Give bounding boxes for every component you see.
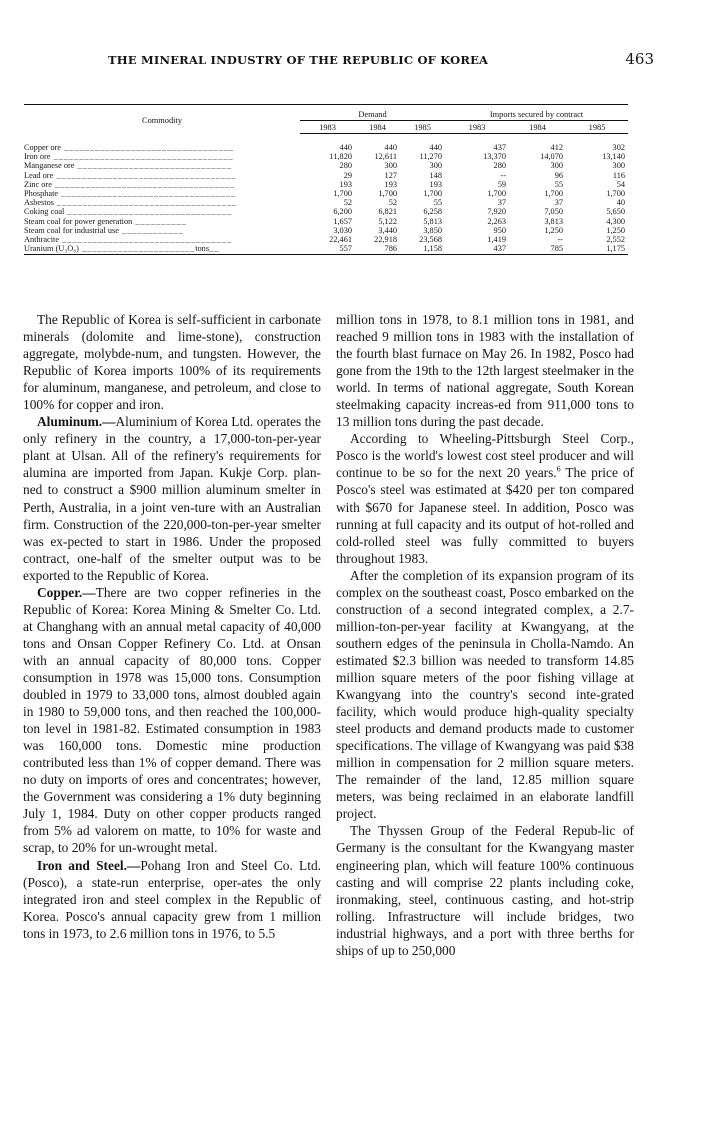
paragraph xyxy=(336,822,634,958)
dot-leader: ______________________ xyxy=(78,244,196,254)
dot-leader: ____________ xyxy=(118,225,184,235)
value-cell: 1,700 xyxy=(378,189,397,199)
value-cell: 1,700 xyxy=(606,189,625,199)
value-cell: 2,552 xyxy=(606,235,625,245)
right-column xyxy=(336,311,634,959)
commodity-name: Phosphate xyxy=(24,189,59,199)
value-cell: 302 xyxy=(612,143,625,152)
commodity-name: Steam coal for power generation xyxy=(24,216,133,226)
value-cell: 786 xyxy=(355,244,400,255)
dot-leader: ___________________________________ xyxy=(51,179,236,189)
commodity-name: Anthracite xyxy=(24,235,60,245)
commodity-name: Coking coal xyxy=(24,207,65,217)
value-cell: 5,650 xyxy=(606,207,625,217)
footnote-ref[interactable]: 6 xyxy=(556,464,561,474)
section-heading: Iron and Steel.— xyxy=(37,857,141,873)
value-cell: 116 xyxy=(612,170,625,180)
table-row xyxy=(24,244,628,255)
value-cell: 2,263 xyxy=(487,216,506,226)
value-cell: 11,270 xyxy=(419,152,442,162)
value-cell: 12,611 xyxy=(374,152,397,162)
year-header: 1984 xyxy=(509,121,566,134)
table-row xyxy=(24,217,628,226)
value-cell: 1,175 xyxy=(566,244,628,255)
value-cell: 1,657 xyxy=(333,216,352,226)
table-row xyxy=(24,226,628,235)
value-cell: 193 xyxy=(429,179,442,189)
dot-leader: ___________________________________ xyxy=(50,152,234,162)
value-cell: 280 xyxy=(493,161,506,171)
value-cell: 280 xyxy=(339,161,352,171)
value-cell: 1,700 xyxy=(423,189,442,199)
value-cell: 440 xyxy=(339,143,352,152)
value-cell: 193 xyxy=(339,179,352,189)
commodity-name: Lead ore xyxy=(24,170,54,180)
dot-leader: __ xyxy=(209,244,220,254)
value-cell: 437 xyxy=(493,143,506,152)
value-cell: 59 xyxy=(497,179,506,189)
table-row xyxy=(24,180,628,189)
value-cell: 13,370 xyxy=(483,152,506,162)
paragraph-text: The Thyssen Group of the Federal Repub-lic of Germany is the consultant for the Kwangyang master engineering plan, which will feature 100% continuous casting and will comprise 22 plants including coke, ironmaking, steel, continuous casting, and hot-strip rolling. Infrastructure will include bridges, two industrial highways, and a port with three berths for ships of up to 250,000 xyxy=(336,823,634,958)
paragraph xyxy=(23,857,321,942)
paragraph-text: Pohang Iron and Steel Co. Ltd. (Posco), a state-run enterprise, oper-ates the only integrated iron and steel complex in the Republic of Korea. Posco's annual capacity grew from 1 million tons in 1973, to 2.6 million tons in 1976, to 5.5 xyxy=(23,857,322,941)
commodity-name: Zinc ore xyxy=(24,179,52,189)
demand-header: Demand xyxy=(300,105,445,121)
paragraph-text: After the completion of its expansion program of its complex on the southeast coast, Posco embarked on the construction of a second integrated complex, a 2.7-million-ton-per-year facility at Kwangyang, at the southern edges of the peninsula in Cholla-Namdo. An estimated $2.3 billion was needed to transform 14.85 million square meters of the poor fishing village at Kwangyang into the country's second inte-grated facility, which would produce high-quality specialty steel products and demand products made to customer specifications. The village of Kwangyang was paid $38 million in compensation for 2 million square meters. The remainder of the land, 12.85 million square meters, was being reclaimed in an elaborate landfill project. xyxy=(336,567,634,822)
value-cell: 127 xyxy=(384,170,397,180)
table-row xyxy=(24,152,628,161)
paragraph xyxy=(336,567,634,823)
value-cell: 5,813 xyxy=(423,216,442,226)
table-row xyxy=(24,161,628,170)
commodity-name: Uranium (U₃O₈) xyxy=(24,244,79,254)
value-cell: 13,140 xyxy=(602,152,625,162)
dot-leader: ________________________________ xyxy=(64,207,233,217)
value-cell: 6,200 xyxy=(333,207,352,217)
commodity-cell xyxy=(24,161,300,170)
value-cell: 3,850 xyxy=(423,225,442,235)
dot-leader: __________________________________ xyxy=(58,189,237,199)
dot-leader: _________________________________ xyxy=(61,142,235,152)
year-header: 1983 xyxy=(300,121,355,134)
dot-leader: ___________________________________ xyxy=(53,198,238,208)
page-number: 463 xyxy=(625,50,654,68)
value-cell: 5,122 xyxy=(378,216,397,226)
paragraph-text: The Republic of Korea is self-sufficient in carbonate minerals (dolomite and lime-stone), construction aggregate, molybde-num, and tungsten. However, the Republic of Korea imports 100% of its requirements for aluminum, manganese, and petroleum, and close to 100% for copper and iron. xyxy=(23,312,321,413)
commodity-cell xyxy=(24,217,300,226)
table-row xyxy=(24,207,628,216)
value-cell: 440 xyxy=(384,143,397,152)
value-cell: 54 xyxy=(616,179,625,189)
commodity-cell xyxy=(24,180,300,189)
value-cell: 1,158 xyxy=(400,244,445,255)
value-cell: 23,568 xyxy=(419,235,442,245)
value-cell: 300 xyxy=(429,161,442,171)
table-row xyxy=(24,235,628,244)
value-cell: 37 xyxy=(554,198,563,208)
dot-leader: _________________________________ xyxy=(59,235,232,245)
year-header: 1984 xyxy=(355,121,400,134)
year-header: 1985 xyxy=(566,121,628,134)
value-cell: 412 xyxy=(550,143,563,152)
commodity-cell xyxy=(24,235,300,244)
paragraph-text: The price of Posco's steel was estimated at $420 per ton compared with $670 for Japanese steel. In addition, Posco was running at full capacity and its output of hot-rolled and cold-rolled steel was fully committed to buyers throughout 1983. xyxy=(336,465,634,566)
value-cell: 55 xyxy=(433,198,442,208)
value-cell: 6,258 xyxy=(423,207,442,217)
value-cell: 40 xyxy=(616,198,625,208)
value-cell: 193 xyxy=(384,179,397,189)
commodity-cell xyxy=(24,189,300,198)
commodity-cell xyxy=(24,152,300,161)
dot-leader: ______________________________ xyxy=(74,161,232,171)
paragraph-text: Aluminium of Korea Ltd. operates the only refinery in the country, a 17,000-ton-per-year plant at Ulsan. All of the refinery's requirements for alumina are imported from Japan. Kukje Corp. plan-ned to construct a $900 million aluminum smelter in Perth, Australia, in a joint ven-ture with an Australian firm. Construction of the 220,000-ton-per-year smelter was ex-pected to start in 1986. Under the proposed contract, one-half of the smelter output was to be exported to the Republic of Korea. xyxy=(23,414,321,583)
value-cell: 11,820 xyxy=(329,152,352,162)
value-cell: 4,300 xyxy=(606,216,625,226)
value-cell: 3,813 xyxy=(544,216,563,226)
commodity-name: Asbestos xyxy=(24,198,54,208)
commodity-cell xyxy=(24,134,300,153)
value-cell: 37 xyxy=(497,198,506,208)
value-cell: 785 xyxy=(509,244,566,255)
section-heading: Copper.— xyxy=(37,584,96,600)
value-cell: 6,821 xyxy=(378,207,397,217)
table-row xyxy=(24,198,628,207)
paragraph xyxy=(23,584,321,857)
value-cell: 437 xyxy=(445,244,509,255)
commodity-header: Commodity xyxy=(141,116,183,126)
value-cell: 300 xyxy=(612,161,625,171)
commodity-name: Copper ore xyxy=(24,142,62,152)
running-title: THE MINERAL INDUSTRY OF THE REPUBLIC OF KOREA xyxy=(108,53,489,67)
paragraph-text: According to Wheeling-Pittsburgh Steel Corp., Posco is the world's lowest cost steel producer and will continue to be so for the next 20 years. xyxy=(336,431,634,481)
imports-header: Imports secured by contract xyxy=(445,105,628,121)
table-row xyxy=(24,189,628,198)
value-cell: 22,461 xyxy=(329,235,352,245)
value-cell: 3,030 xyxy=(333,225,352,235)
value-cell: 7,920 xyxy=(487,207,506,217)
commodity-name: Manganese ore xyxy=(24,161,75,171)
unit-label: tons xyxy=(195,244,210,254)
running-header xyxy=(0,50,712,72)
value-cell: 1,250 xyxy=(544,225,563,235)
value-cell: 300 xyxy=(550,161,563,171)
commodity-cell xyxy=(24,226,300,235)
value-cell: -- xyxy=(557,235,563,245)
value-cell: -- xyxy=(500,170,506,180)
paragraph xyxy=(23,413,321,583)
value-cell: 1,419 xyxy=(487,235,506,245)
left-column xyxy=(23,311,321,942)
value-cell: 1,700 xyxy=(487,189,506,199)
value-cell: 29 xyxy=(343,170,352,180)
value-cell: 148 xyxy=(429,170,442,180)
commodity-table xyxy=(24,104,628,255)
commodity-cell xyxy=(24,207,300,216)
value-cell: 96 xyxy=(554,170,563,180)
commodity-name: Steam coal for industrial use xyxy=(24,225,119,235)
commodity-cell xyxy=(24,171,300,180)
value-cell: 1,700 xyxy=(333,189,352,199)
value-cell: 55 xyxy=(554,179,563,189)
value-cell: 557 xyxy=(300,244,355,255)
value-cell: 22,918 xyxy=(374,235,397,245)
value-cell: 52 xyxy=(388,198,397,208)
table-row xyxy=(24,134,628,153)
value-cell: 950 xyxy=(493,225,506,235)
value-cell: 7,050 xyxy=(544,207,563,217)
commodity-cell xyxy=(24,198,300,207)
value-cell: 440 xyxy=(429,143,442,152)
commodity-cell xyxy=(24,244,300,255)
year-header: 1985 xyxy=(400,121,445,134)
commodity-name: Iron ore xyxy=(24,152,51,162)
value-cell: 1,250 xyxy=(606,225,625,235)
paragraph xyxy=(336,311,634,430)
value-cell: 14,070 xyxy=(540,152,563,162)
paragraph xyxy=(23,311,321,413)
paragraph xyxy=(336,430,634,566)
year-header: 1983 xyxy=(445,121,509,134)
dot-leader: ___________________________________ xyxy=(53,170,237,180)
value-cell: 3,440 xyxy=(378,225,397,235)
section-heading: Aluminum.— xyxy=(37,414,116,430)
value-cell: 1,700 xyxy=(544,189,563,199)
paragraph-text: million tons in 1978, to 8.1 million tons in 1981, and reached 9 million tons in 1983 with the installation of the fourth blast furnace on May 26. In 1982, Posco had gone from the 19th to the 12th largest steelmaker in the world. In terms of national aggregate, South Korean steelmaking capacity increas-ed from 911,000 tons to 13 million tons during the past decade. xyxy=(336,312,634,430)
value-cell: 300 xyxy=(384,161,397,171)
paragraph-text: There are two copper refineries in the Republic of Korea: Korea Mining & Smelter Co. Ltd. at Changhang with an annual metal capacity of 40,000 tons and Onsan Copper Refinery Co. Ltd. at Onsan with an annual capacity of 80,000 tons. Copper consumption in 1978 was 15,000 tons. Consumption doubled in 1979 to 33,000 tons, almost doubled again in 1980 to 59,000 tons, and then reached the 100,000-ton level in 1981-82. Estimated consumption in 1983 was 160,000 tons. Domestic mine production contributed less than 1% of copper demand. There was no duty on imports of ores and concentrates; however, the Government was considering a 1% duty beginning July 1, 1984. Duty on other copper products ranged from 5% ad valorem on matte, to 10% for waste and scrap, to 20% for un-wrought metal. xyxy=(23,584,321,856)
value-cell: 52 xyxy=(343,198,352,208)
table-row xyxy=(24,171,628,180)
dot-leader: __________ xyxy=(132,216,187,226)
